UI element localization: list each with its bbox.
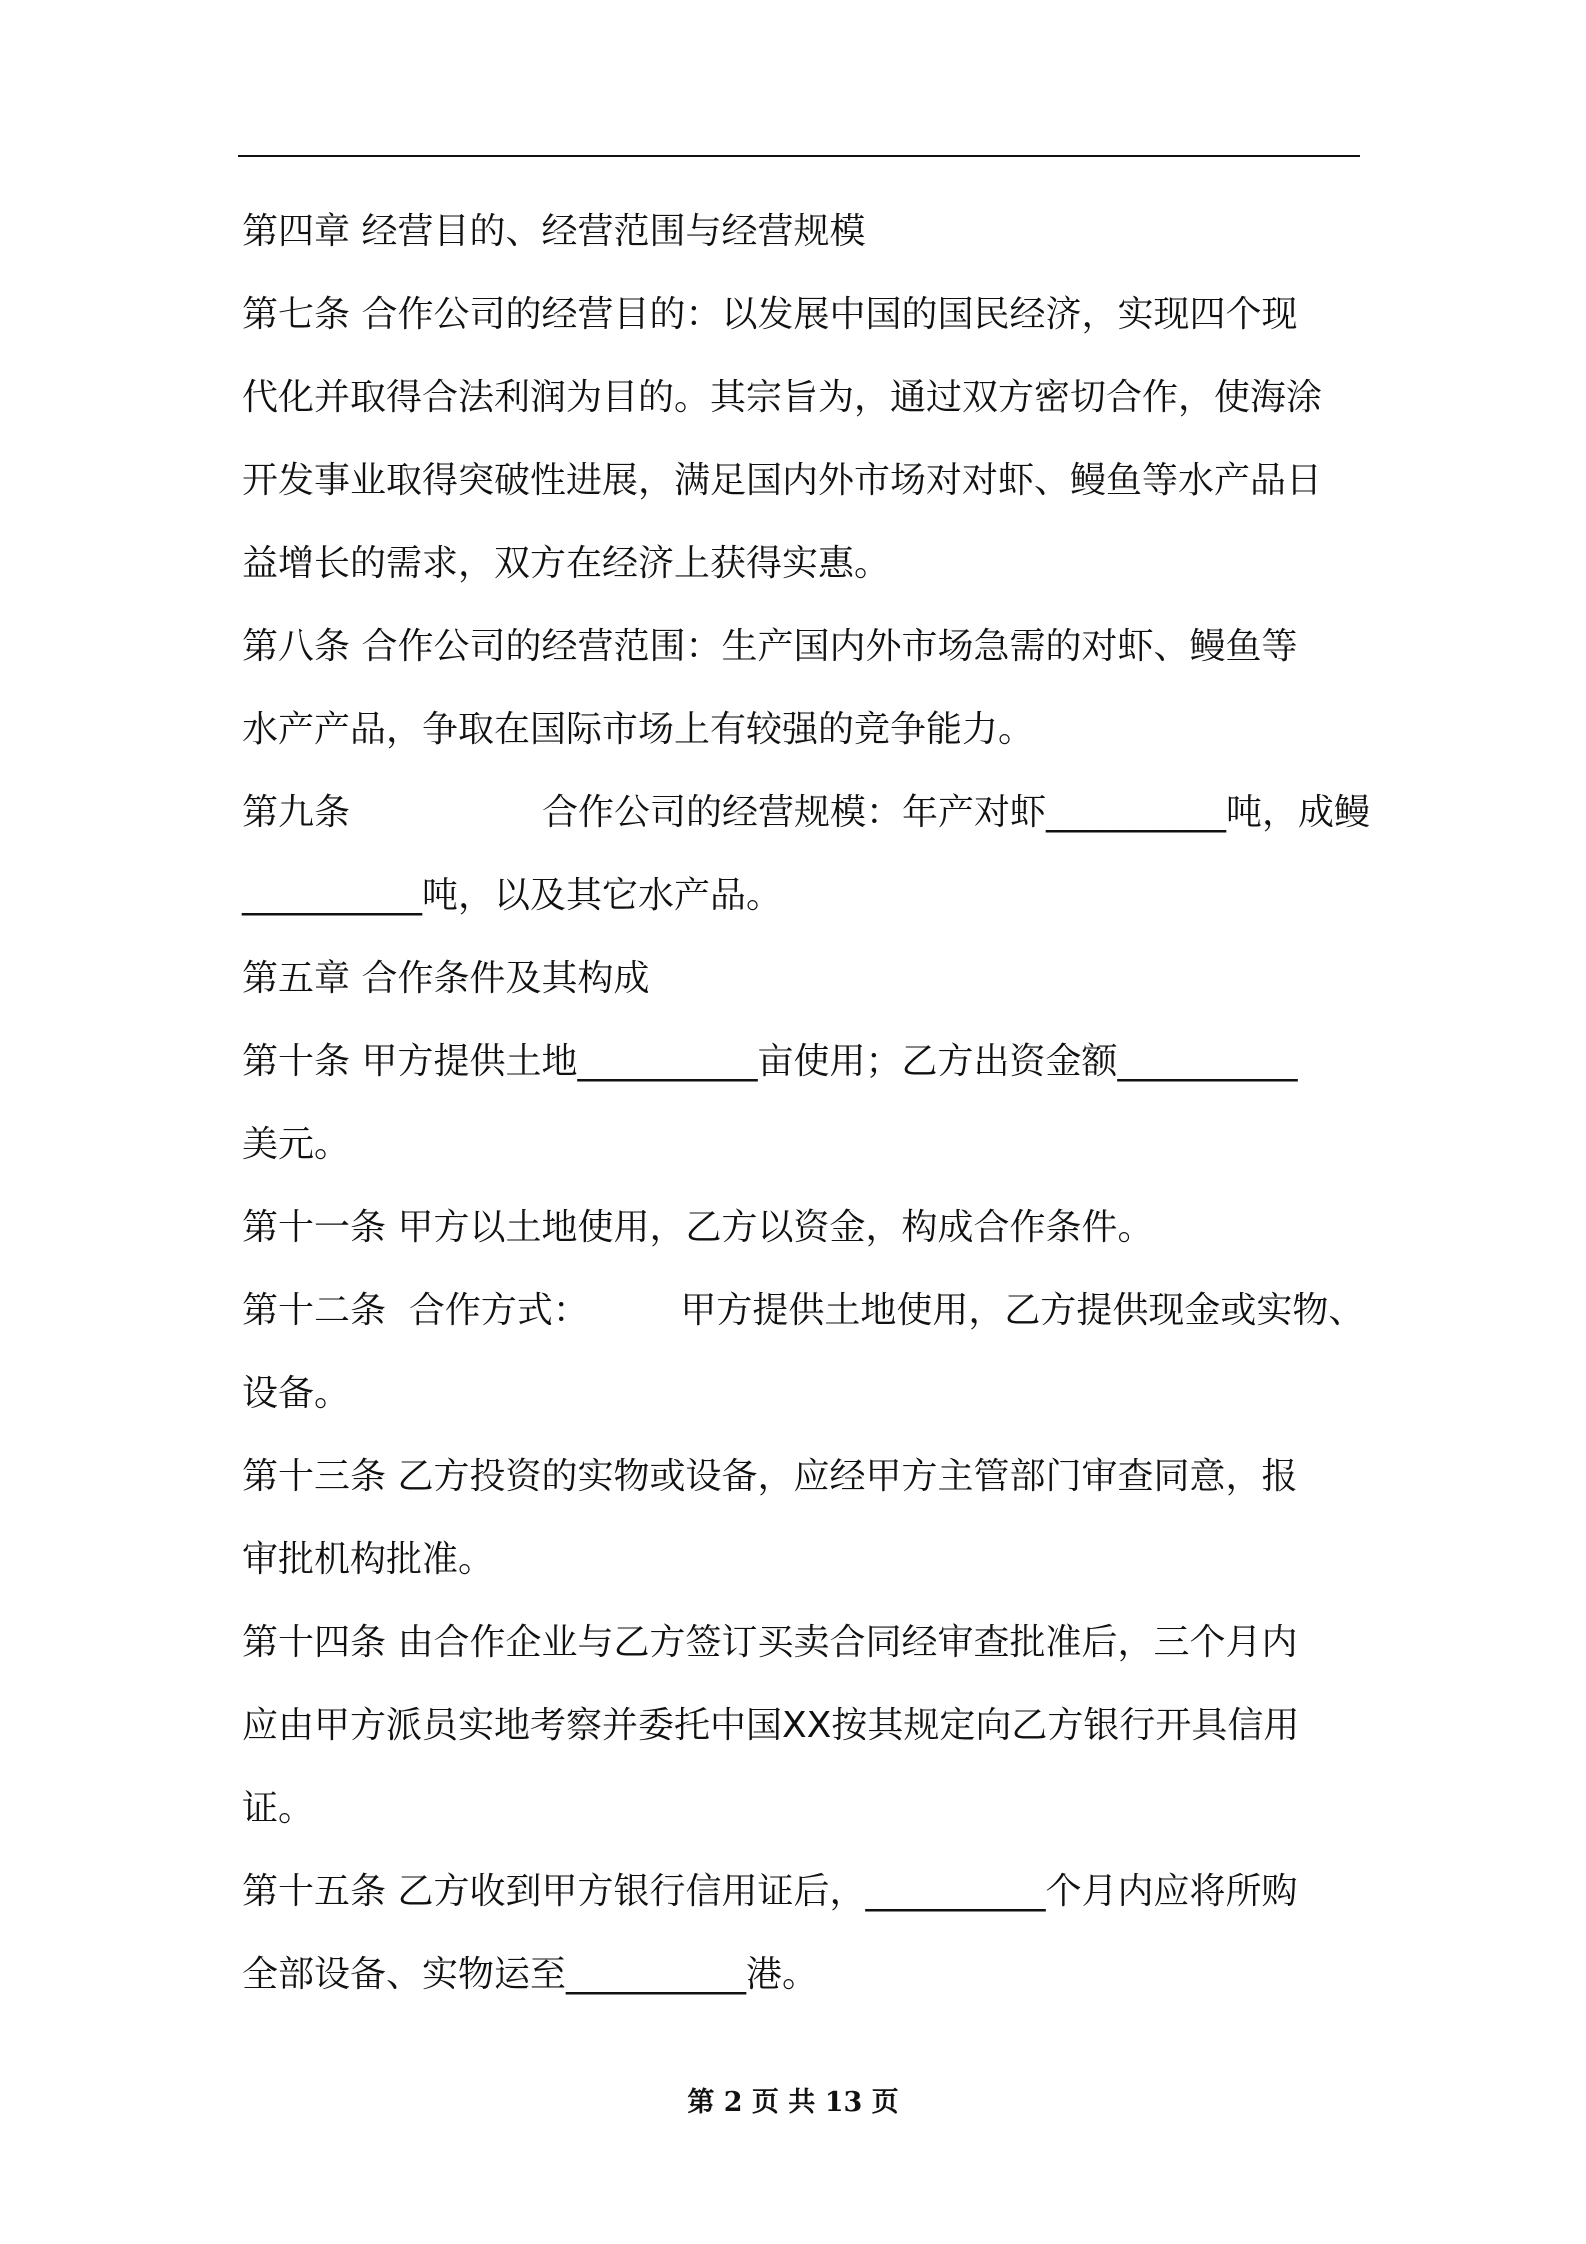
article-13-line: 第十三条 乙方投资的实物或设备，应经甲方主管部门审查同意，报: [242, 1456, 1298, 1497]
article-7-line: 第七条 合作公司的经营目的：以发展中国的国民经济，实现四个现: [242, 294, 1298, 335]
chapter-4-title: 第四章 经营目的、经营范围与经营规模: [242, 211, 866, 252]
article-9-number: 第九条: [242, 792, 351, 833]
header-rule: [238, 155, 1360, 157]
article-10-line: 第十条 甲方提供土地__________亩使用；乙方出资金额__________: [242, 1041, 1298, 1082]
article-14-line: 第十四条 由合作企业与乙方签订买卖合同经审查批准后，三个月内: [242, 1622, 1298, 1663]
article-14: [242, 1601, 1370, 1850]
page-number-footer: 第 2 页 共 13 页: [687, 2087, 899, 2118]
article-14-line: 应由甲方派员实地考察并委托中国XX按其规定向乙方银行开具信用: [242, 1705, 1300, 1746]
article-8-line: 第八条 合作公司的经营范围：生产国内外市场急需的对虾、鳗鱼等: [242, 626, 1298, 667]
article-13-line: 审批机构批准。: [242, 1539, 495, 1580]
article-9: [242, 771, 1370, 937]
article-9-line: [242, 771, 1370, 854]
article-8: [242, 605, 1370, 771]
article-9-text: 合作公司的经营规模：年产对虾__________吨，成鳗: [541, 792, 1370, 833]
article-15: [242, 1850, 1370, 2016]
article-12-line: 第十二条 合作方式： 甲方提供土地使用，乙方提供现金或实物、: [242, 1290, 1365, 1331]
article-12-line: 设备。: [242, 1373, 351, 1414]
article-9-line: __________吨，以及其它水产品。: [242, 875, 783, 916]
article-7-line: 开发事业取得突破性进展，满足国内外市场对对虾、鳗鱼等水产品日: [242, 460, 1323, 501]
article-10: [242, 1020, 1370, 1186]
article-7-line: 益增长的需求，双方在经济上获得实惠。: [242, 543, 891, 584]
article-11-line: 第十一条 甲方以土地使用，乙方以资金，构成合作条件。: [242, 1207, 1154, 1248]
article-12: [242, 1269, 1370, 1435]
article-7-line: 代化并取得合法利润为目的。其宗旨为，通过双方密切合作，使海涂: [242, 377, 1323, 418]
article-14-line: 证。: [242, 1788, 315, 1829]
article-8-line: 水产产品，争取在国际市场上有较强的竞争能力。: [242, 709, 1035, 750]
article-13: [242, 1435, 1370, 1601]
article-7: [242, 273, 1370, 605]
article-11: [242, 1186, 1370, 1269]
chapter-5-title: 第五章 合作条件及其构成: [242, 958, 650, 999]
article-10-line: 美元。: [242, 1124, 351, 1165]
article-15-line: 全部设备、实物运至__________港。: [242, 1954, 819, 1995]
document-body: [242, 190, 1370, 2016]
article-15-line: 第十五条 乙方收到甲方银行信用证后，__________个月内应将所购: [242, 1871, 1298, 1912]
